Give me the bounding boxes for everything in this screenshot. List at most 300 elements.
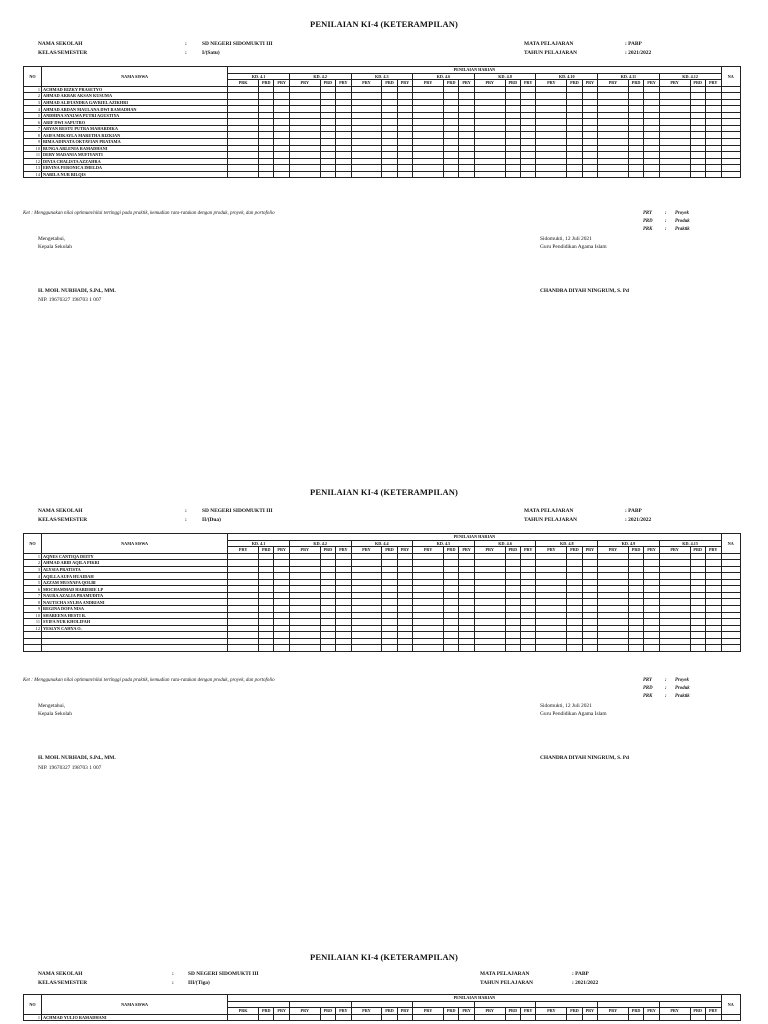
legend-item [643, 218, 690, 226]
subcolumn-header: PRY [413, 1008, 444, 1015]
year-label: TAHUN PELAJARAN [524, 517, 578, 523]
subcolumn-header: PRY [336, 80, 351, 87]
subcolumn-header: PRD [505, 547, 520, 554]
place-date: Sidomukti, 12 Juli 2021 [540, 703, 592, 709]
grade-cell [598, 171, 629, 178]
subcolumn-header: PRD [628, 80, 643, 87]
class-label: KELAS/SEMESTER [38, 980, 88, 986]
subcolumn-header: PRD [567, 1008, 582, 1015]
kd-header: KD. 4.9 [598, 540, 660, 547]
subcolumn-header: PRY [644, 80, 659, 87]
grade-cell [443, 1014, 458, 1021]
subcolumn-header: PRD [320, 547, 335, 554]
grade-cell [459, 645, 474, 652]
teacher-title: Guru Pendidikan Agama Islam [540, 711, 607, 717]
subcolumn-header: PRD [690, 80, 705, 87]
grade-cell [474, 171, 505, 178]
subcolumn-header: PRY [289, 547, 320, 554]
subcolumn-header: PRY [521, 1008, 536, 1015]
colon: : [172, 971, 174, 977]
subcolumn-header: PRY [598, 1008, 629, 1015]
grade-cell [274, 1014, 289, 1021]
student-name: AQNES CANTIQA DEITY [41, 553, 227, 560]
legend-code: PRD [643, 219, 653, 224]
subject-label: MATA PELAJARAN [524, 41, 574, 47]
legend-item [643, 226, 690, 234]
grade-cell [397, 171, 412, 178]
subcolumn-header: PRY [336, 1008, 351, 1015]
grade-cell [505, 1014, 520, 1021]
teacher-title: Guru Pendidikan Agama Islam [540, 244, 607, 250]
class-value: I/(Satu) [202, 50, 220, 56]
subcolumn-header: PRY [598, 547, 629, 554]
grades-table [23, 66, 741, 178]
name-header: NAMA SISWA [41, 67, 227, 87]
student-name: BUNGA ARLENIA RAMADHANI [41, 145, 227, 152]
year-value: : 2021/2022 [572, 980, 599, 986]
subcolumn-header: PRD [628, 547, 643, 554]
legend-item [643, 685, 690, 693]
legend-sep: : [665, 219, 667, 224]
subject-value: : PABP [625, 508, 642, 514]
grade-cell [336, 645, 351, 652]
teacher-name: CHANDRA DIYAH NINGRUM, S. Pd [540, 755, 630, 761]
legend-code: PRY [643, 211, 652, 216]
legend-desc: Produk [675, 219, 690, 224]
student-number: 3 [24, 99, 42, 106]
subcolumn-header: PRY [582, 1008, 597, 1015]
kd-header: KD. 4.10 [536, 73, 598, 80]
grade-cell [274, 645, 289, 652]
subcolumn-header: PRY [474, 547, 505, 554]
legend [643, 677, 690, 701]
kd-header: KD. 4.1 [228, 73, 290, 80]
no-header: NO [24, 67, 42, 87]
subcolumn-header: PRY [598, 80, 629, 87]
student-name: ARYAN RESTU PUTRA MAHARDIKA [41, 125, 227, 132]
subcolumn-header: PRY [228, 547, 259, 554]
student-number: 5 [24, 579, 42, 586]
legend-sep: : [665, 694, 667, 699]
grade-cell [474, 1014, 505, 1021]
grade-cell [289, 645, 320, 652]
student-number: 11 [24, 619, 42, 626]
grade-cell [690, 645, 705, 652]
grade-cell [690, 1014, 705, 1021]
student-number: 14 [24, 171, 42, 178]
student-name: ASIFA MIKAYLA MARETHA RIZKIAN [41, 132, 227, 139]
place-date: Sidomukti, 12 Juli 2021 [540, 236, 592, 242]
school-label: NAMA SEKOLAH [38, 971, 83, 977]
grade-cell [382, 171, 397, 178]
legend-item [643, 677, 690, 685]
name-header: NAMA SISWA [41, 534, 227, 554]
grade-cell [582, 645, 597, 652]
subject-label: MATA PELAJARAN [480, 971, 530, 977]
grade-cell [274, 171, 289, 178]
principal-title: Kepala Sekolah [38, 244, 72, 250]
student-number: 7 [24, 592, 42, 599]
sheet-title: PENILAIAN KI-4 (KETERAMPILAN) [310, 19, 458, 29]
grade-cell [659, 1014, 690, 1021]
school-value: SD NEGERI SIDOMUKTI III [202, 41, 273, 47]
subcolumn-header: PRY [521, 547, 536, 554]
student-number: 12 [24, 625, 42, 632]
student-number: 10 [24, 612, 42, 619]
subcolumn-header: PRD [320, 1008, 335, 1015]
subcolumn-header: PRD [443, 1008, 458, 1015]
colon: : [185, 517, 187, 523]
colon: : [185, 50, 187, 56]
grade-cell [382, 645, 397, 652]
grade-cell [705, 1014, 721, 1021]
grade-cell [474, 645, 505, 652]
kd-header: KD. 4.6 [474, 540, 536, 547]
student-row [24, 171, 741, 178]
grade-cell [582, 171, 597, 178]
subcolumn-header: PRD [690, 1008, 705, 1015]
subcolumn-header: PRK [228, 1008, 259, 1015]
student-name: REGINA DOFA NISA [41, 606, 227, 613]
grade-cell [505, 171, 520, 178]
grade-cell [459, 171, 474, 178]
subcolumn-header: PRY [289, 80, 320, 87]
grade-cell [397, 1014, 412, 1021]
grade-cell [721, 171, 740, 178]
grade-cell [659, 171, 690, 178]
student-number: 9 [24, 139, 42, 146]
student-number: 3 [24, 566, 42, 573]
kd-header: KD. 4.2 [289, 540, 351, 547]
subcolumn-header: PRY [274, 547, 289, 554]
subcolumn-header: PRY [705, 1008, 721, 1015]
year-label: TAHUN PELAJARAN [480, 980, 534, 986]
grade-cell [413, 171, 444, 178]
sheet-title: PENILAIAN KI-4 (KETERAMPILAN) [310, 487, 458, 497]
grade-cell [228, 645, 259, 652]
subcolumn-header: PRD [628, 1008, 643, 1015]
student-name: AHMAD AKBAR AKSAN KUSUMA [41, 93, 227, 100]
class-value: II/(Dua) [202, 517, 221, 523]
grade-cell [690, 171, 705, 178]
student-name: YESLYN CAHYA O. [41, 625, 227, 632]
student-name: NABILA NUR BILQIS [41, 171, 227, 178]
subcolumn-header: PRY [397, 547, 412, 554]
school-value: SD NEGERI SIDOMUKTI III [188, 971, 259, 977]
grade-cell [459, 1014, 474, 1021]
student-name: ACHMAD RIZKY PRASETYO [41, 86, 227, 93]
grade-cell [320, 171, 335, 178]
grade-cell [628, 1014, 643, 1021]
grade-cell [567, 645, 582, 652]
grade-cell [228, 1014, 259, 1021]
no-header: NO [24, 995, 42, 1015]
legend-desc: Produk [675, 686, 690, 691]
subcolumn-header: PRD [320, 80, 335, 87]
subcolumn-header: PRY [459, 1008, 474, 1015]
grade-cell [259, 645, 274, 652]
student-name: SYIFA NUR KHOLIFAH [41, 619, 227, 626]
kd-header: KD. 4.15 [659, 540, 721, 547]
legend-sep: : [665, 686, 667, 691]
subcolumn-header: PRD [567, 80, 582, 87]
sheet-title: PENILAIAN KI-4 (KETERAMPILAN) [310, 952, 458, 962]
teacher-name: CHANDRA DIYAH NINGRUM, S. Pd [540, 288, 630, 294]
grade-cell [721, 645, 740, 652]
grade-cell [644, 1014, 659, 1021]
school-value: SD NEGERI SIDOMUKTI III [202, 508, 273, 514]
student-number: 7 [24, 125, 42, 132]
grade-cell [289, 1014, 320, 1021]
grade-cell [598, 1014, 629, 1021]
kd-header: KD. 4.4 [351, 540, 413, 547]
legend-item [643, 210, 690, 218]
subcolumn-header: PRY [521, 80, 536, 87]
kd-header: KD. 4.8 [474, 73, 536, 80]
year-value: : 2021/2022 [625, 517, 652, 523]
na-header: NA [721, 995, 740, 1015]
student-name: AHMAD ARDAN MAULANA DWI RAMADHAN [41, 106, 227, 113]
grade-cell [705, 645, 721, 652]
student-name: DEBY MADANIA MUFIYANTI [41, 152, 227, 159]
legend-sep: : [665, 678, 667, 683]
student-name: ANDHINA SYALWA PUTRI AGUSTIYA [41, 112, 227, 119]
legend-desc: Proyek [675, 678, 689, 683]
colon: : [185, 41, 187, 47]
subcolumn-header: PRY [582, 80, 597, 87]
grade-cell [521, 171, 536, 178]
student-number: 4 [24, 106, 42, 113]
grade-cell [228, 171, 259, 178]
subcolumn-header: PRY [582, 547, 597, 554]
subcolumn-header: PRY [397, 80, 412, 87]
subcolumn-header: PRD [443, 80, 458, 87]
grade-cell [644, 645, 659, 652]
subcolumn-header: PRY [659, 80, 690, 87]
grade-cell [598, 645, 629, 652]
subcolumn-header: PRD [443, 547, 458, 554]
student-number: 10 [24, 145, 42, 152]
principal-name: H. MOH. NURHADI, S.Pd., MM. [38, 288, 116, 294]
subcolumn-header: PRD [259, 80, 274, 87]
grade-cell [721, 1014, 740, 1021]
grade-cell [382, 1014, 397, 1021]
daily-assessment-header: PENILAIAN HARIAN [228, 995, 721, 1002]
grade-cell [582, 1014, 597, 1021]
student-number: 6 [24, 119, 42, 126]
legend [643, 210, 690, 234]
subcolumn-header: PRY [536, 547, 567, 554]
subcolumn-header: PRD [505, 1008, 520, 1015]
grade-cell [41, 645, 227, 652]
daily-assessment-header: PENILAIAN HARIAN [228, 534, 721, 541]
subcolumn-header: PRK [228, 80, 259, 87]
subcolumn-header: PRY [413, 547, 444, 554]
grade-cell [659, 645, 690, 652]
student-name: BIMA ADINATA OKTAVIAN PRATAMA [41, 139, 227, 146]
grade-cell [521, 1014, 536, 1021]
subcolumn-header: PRY [397, 1008, 412, 1015]
kd-header: KD. 4.2 [289, 73, 351, 80]
subject-label: MATA PELAJARAN [524, 508, 574, 514]
student-number: 12 [24, 158, 42, 165]
student-name: SHAREENA HESTI R. [41, 612, 227, 619]
legend-sep: : [665, 211, 667, 216]
grade-cell [628, 171, 643, 178]
colon: : [185, 508, 187, 514]
student-name: ACHMAD YULIO RAMADHANI [41, 1014, 227, 1021]
subcolumn-header: PRY [705, 547, 721, 554]
footnote: Ket : Menggunakan nilai optimum/nilai tertinggi pada praktik, kemudian rata-ratakan dengan produk, proyek, dan portofolio [23, 678, 275, 683]
grade-cell [351, 645, 382, 652]
legend-code: PRK [643, 694, 653, 699]
subcolumn-header: PRY [644, 547, 659, 554]
student-row [24, 1014, 741, 1021]
class-label: KELAS/SEMESTER [38, 50, 88, 56]
kd-header: KD. 4.3 [351, 73, 413, 80]
subject-value: : PABP [572, 971, 589, 977]
subcolumn-header: PRY [474, 80, 505, 87]
subcolumn-header: PRD [567, 547, 582, 554]
grade-cell [24, 645, 42, 652]
subcolumn-header: PRY [289, 1008, 320, 1015]
subcolumn-header: PRY [274, 1008, 289, 1015]
principal-nip: NIP. 19670327 198703 1 007 [38, 297, 102, 303]
kd-header: KD. 4.12 [659, 73, 721, 80]
legend-desc: Proyek [675, 211, 689, 216]
approval-label: Mengetahui, [38, 703, 66, 709]
year-value: : 2021/2022 [625, 50, 652, 56]
class-value: III/(Tiga) [188, 980, 210, 986]
legend-desc: Praktik [675, 694, 690, 699]
student-number: 9 [24, 606, 42, 613]
grade-cell [567, 1014, 582, 1021]
principal-name: H. MOH. NURHADI, S.Pd., MM. [38, 755, 116, 761]
grade-cell [505, 645, 520, 652]
subcolumn-header: PRD [259, 1008, 274, 1015]
na-header: NA [721, 67, 740, 87]
student-name: AHMAD ABID AQILA PIKRI [41, 560, 227, 567]
subcolumn-header: PRD [382, 547, 397, 554]
grade-cell [336, 171, 351, 178]
subcolumn-header: PRY [459, 80, 474, 87]
student-number: 8 [24, 132, 42, 139]
student-name: NAURA AZALIA PRAMUDITA [41, 592, 227, 599]
student-number: 5 [24, 112, 42, 119]
kd-header: KD. 4.1 [228, 540, 290, 547]
subcolumn-header: PRY [659, 547, 690, 554]
no-header: NO [24, 534, 42, 554]
subcolumn-header: PRY [705, 80, 721, 87]
legend-desc: Praktik [675, 227, 690, 232]
grade-cell [567, 171, 582, 178]
grade-cell [320, 645, 335, 652]
empty-row [24, 645, 741, 652]
student-number: 1 [24, 86, 42, 93]
grade-cell [536, 645, 567, 652]
subcolumn-header: PRY [459, 547, 474, 554]
grade-cell [705, 171, 721, 178]
subject-value: : PABP [625, 41, 642, 47]
student-name: AQILLA AUFA HUAIDAH [41, 573, 227, 580]
legend-code: PRD [643, 686, 653, 691]
subcolumn-header: PRD [382, 80, 397, 87]
principal-title: Kepala Sekolah [38, 711, 72, 717]
grade-cell [259, 171, 274, 178]
student-number: 1 [24, 553, 42, 560]
student-name: MOCHAMMAD HABIEBIE LP [41, 586, 227, 593]
student-number: 4 [24, 573, 42, 580]
grade-cell [644, 171, 659, 178]
class-label: KELAS/SEMESTER [38, 517, 88, 523]
subcolumn-header: PRY [413, 80, 444, 87]
legend-item [643, 693, 690, 701]
student-number: 1 [24, 1014, 42, 1021]
subcolumn-header: PRY [336, 547, 351, 554]
student-number: 8 [24, 599, 42, 606]
subcolumn-header: PRD [382, 1008, 397, 1015]
subcolumn-header: PRY [536, 80, 567, 87]
na-header: NA [721, 534, 740, 554]
grade-cell [521, 645, 536, 652]
school-label: NAMA SEKOLAH [38, 41, 83, 47]
colon: : [172, 980, 174, 986]
subcolumn-header: PRY [474, 1008, 505, 1015]
subcolumn-header: PRD [259, 547, 274, 554]
grade-cell [628, 645, 643, 652]
legend-sep: : [665, 227, 667, 232]
grade-cell [289, 171, 320, 178]
student-name: ALYSIA PRATISTA [41, 566, 227, 573]
kd-header: KD. 4.8 [536, 540, 598, 547]
subcolumn-header: PRY [351, 547, 382, 554]
school-label: NAMA SEKOLAH [38, 508, 83, 514]
kd-header: KD. 4.5 [413, 540, 475, 547]
subcolumn-header: PRY [644, 1008, 659, 1015]
grade-cell [413, 645, 444, 652]
grade-cell [259, 1014, 274, 1021]
grade-cell [397, 645, 412, 652]
subcolumn-header: PRD [690, 547, 705, 554]
subcolumn-header: PRD [505, 80, 520, 87]
footnote: Ket : Menggunakan nilai optimum/nilai tertinggi pada praktik, kemudian rata-ratakan dengan produk, proyek, dan portofolio [23, 211, 275, 216]
grade-cell [536, 171, 567, 178]
subcolumn-header: PRY [274, 80, 289, 87]
name-header: NAMA SISWA [41, 995, 227, 1015]
student-name: ARIF DWI SAPUTRO [41, 119, 227, 126]
approval-label: Mengetahui, [38, 236, 66, 242]
grade-cell [351, 1014, 382, 1021]
subcolumn-header: PRY [536, 1008, 567, 1015]
grades-table [23, 994, 741, 1021]
kd-header: KD. 4.11 [598, 73, 660, 80]
grade-cell [443, 645, 458, 652]
student-number: 13 [24, 165, 42, 172]
kd-header: KD. 4.6 [413, 73, 475, 80]
grade-cell [536, 1014, 567, 1021]
subcolumn-header: PRY [351, 80, 382, 87]
student-number: 11 [24, 152, 42, 159]
student-name: ERVINA FERONICA IMELDA [41, 165, 227, 172]
student-name: AZZAM MUSYAFA QOLBI [41, 579, 227, 586]
legend-code: PRY [643, 678, 652, 683]
subcolumn-header: PRY [351, 1008, 382, 1015]
grade-cell [443, 171, 458, 178]
daily-assessment-header: PENILAIAN HARIAN [228, 67, 721, 74]
year-label: TAHUN PELAJARAN [524, 50, 578, 56]
grade-cell [351, 171, 382, 178]
student-number: 2 [24, 93, 42, 100]
